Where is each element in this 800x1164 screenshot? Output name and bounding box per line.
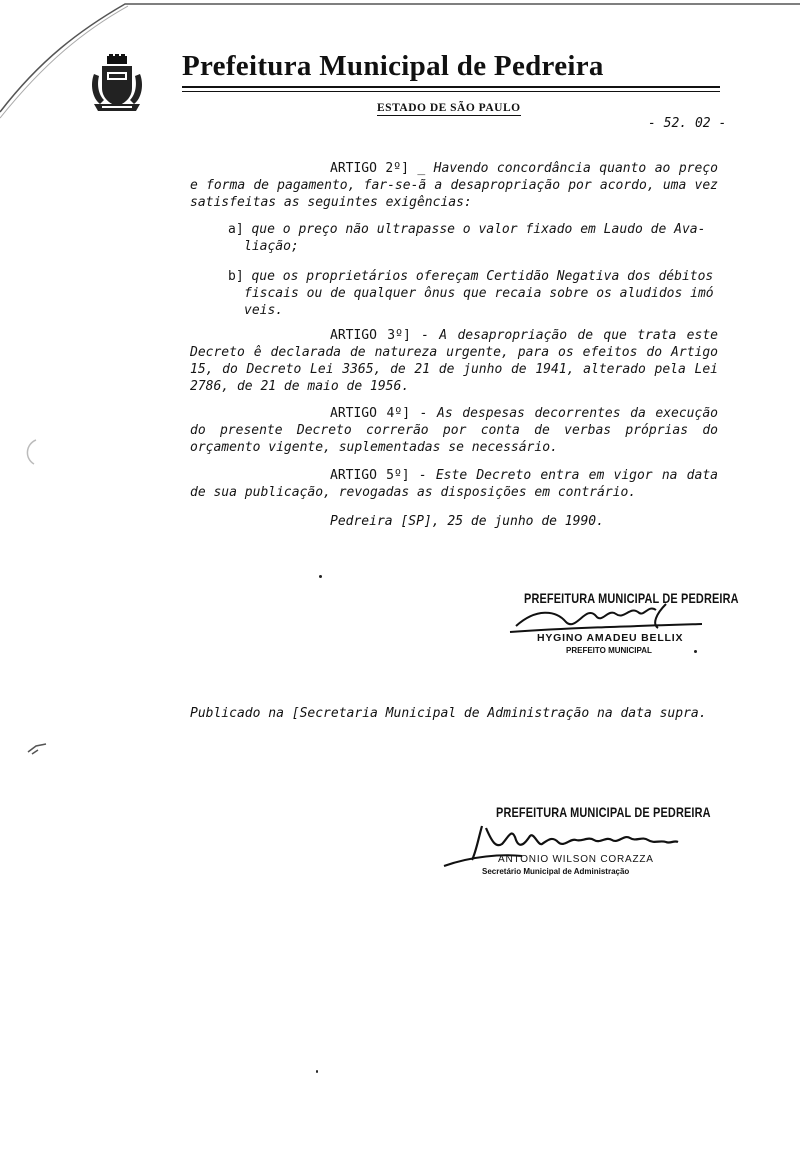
scan-mark: [22, 438, 50, 468]
dateline: Pedreira [SP], 25 de junho de 1990.: [330, 514, 604, 529]
article-3: [190, 327, 718, 395]
scan-mark: [26, 740, 50, 756]
secretary-stamp-heading: PREFEITURA MUNICIPAL DE PEDREIRA: [496, 804, 711, 820]
publication-note: Publicado na [Secretaria Municipal de Administração na data supra.: [190, 706, 707, 721]
scan-speck: [319, 575, 322, 578]
article-2: [190, 160, 718, 211]
page-number: - 52. 02 -: [648, 116, 727, 131]
article-4-text: - As despesas decorrentes da execução do presente Decreto correrão por conta de verbas próprias do orçamento vigente, suplementadas se necessário.: [190, 406, 718, 455]
title-rule-thin: [182, 91, 720, 92]
article-3-text: - A desapropriação de que trata este Decreto ê declarada de natureza urgente, para os efeitos do Artigo 15, do Decreto Lei 3365, de 21 de junho de 1941, alterado pela Lei 2786, de 21 de maio de 1956.: [190, 328, 718, 394]
article-5: [190, 467, 718, 501]
requirement-b-label: b]: [228, 269, 244, 284]
scan-speck: [694, 650, 697, 653]
scan-speck: [316, 1070, 318, 1073]
title-rule-thick: [182, 86, 720, 88]
article-4: [190, 405, 718, 456]
article-3-label: ARTIGO 3º]: [330, 328, 411, 343]
mayor-role: PREFEITO MUNICIPAL: [566, 646, 652, 655]
article-4-label: ARTIGO 4º]: [330, 406, 411, 421]
requirement-a-label: a]: [228, 222, 244, 237]
requirement-b-line3: veis.: [244, 303, 284, 318]
mayor-name: HYGINO AMADEU BELLIX: [537, 632, 684, 644]
requirement-b-line2: fiscais ou de qualquer ônus que recaia sobre os aludidos imó: [244, 286, 714, 301]
municipality-title: Prefeitura Municipal de Pedreira: [182, 50, 604, 82]
article-2-text: _ Havendo concordância quanto ao preço e forma de pagamento, far-se-ã a desapropriação por acordo, uma vez satisfeitas as seguintes exigências:: [190, 161, 718, 210]
article-2-label: ARTIGO 2º]: [330, 161, 409, 176]
coat-of-arms-icon: [90, 54, 144, 112]
requirement-a: [228, 221, 718, 255]
state-subtitle: ESTADO DE SÃO PAULO: [377, 102, 521, 114]
requirement-a-line1: que o preço não ultrapasse o valor fixado em Laudo de Ava-: [243, 222, 706, 237]
requirement-b: [228, 268, 718, 319]
requirement-b-line1: que os proprietários ofereçam Certidão Negativa dos débitos: [243, 269, 714, 284]
article-5-label: ARTIGO 5º]: [330, 468, 410, 483]
requirement-a-line2: liação;: [244, 239, 299, 254]
secretary-name: ANTONIO WILSON CORAZZA: [498, 854, 654, 865]
mayor-stamp-heading: PREFEITURA MUNICIPAL DE PEDREIRA: [524, 590, 739, 606]
secretary-role: Secretário Municipal de Administração: [482, 867, 630, 876]
article-5-text: - Este Decreto entra em vigor na data de sua publicação, revogadas as disposições em contrário.: [190, 468, 718, 500]
